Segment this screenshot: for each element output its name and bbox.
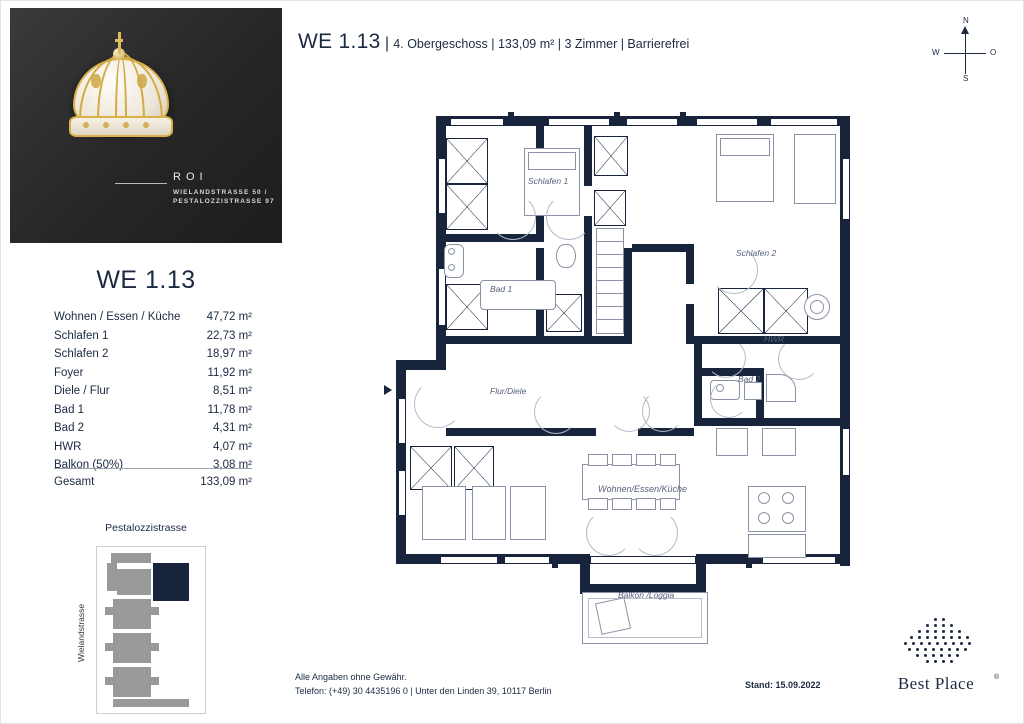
area-label: Schlafen 1 — [54, 329, 109, 342]
area-value: 11,92 m² — [207, 366, 252, 379]
table-row — [54, 382, 252, 401]
area-value: 11,78 m² — [207, 403, 252, 416]
window — [626, 118, 678, 126]
table-row — [54, 345, 252, 364]
area-label: Diele / Flur — [54, 385, 110, 397]
table-row — [54, 456, 252, 475]
footer-notes — [295, 670, 552, 698]
sink — [556, 244, 576, 268]
compass-icon — [930, 16, 1000, 84]
site-location-map — [96, 546, 206, 714]
logo-address-line2: PESTALOZZISTRASSE 97 — [173, 198, 275, 205]
dining-table — [582, 464, 680, 500]
window — [548, 118, 610, 126]
table-divider — [54, 468, 252, 469]
window — [438, 158, 446, 214]
dot-pattern-icon — [898, 616, 984, 670]
kitchen-counter — [716, 428, 748, 456]
page-title: WE 1.13 — [96, 266, 196, 294]
brand-name: Best Place — [897, 674, 975, 693]
label-wohnen-essen-kueche: Wohnen/Essen/Küche — [598, 484, 688, 494]
label-flur-diele: Flur/Diele — [490, 386, 527, 396]
left-info-panel — [10, 8, 282, 714]
window — [450, 118, 504, 126]
crown-icon — [65, 30, 175, 140]
label-balkon-loggia: Balkon /Loggia — [618, 590, 675, 600]
compass-north: N — [963, 16, 969, 25]
area-value: 4,07 m² — [213, 440, 252, 453]
label-bad-2: Bad 2 — [738, 374, 761, 384]
compass-west: W — [932, 48, 940, 57]
site-highlight-unit — [153, 563, 189, 601]
area-value: 3,08 m² — [213, 459, 252, 471]
window — [398, 398, 406, 444]
floor-plan — [380, 98, 900, 646]
best-place-logo — [876, 616, 1006, 706]
logo-wordmark: ROI — [173, 171, 208, 183]
header-separator: | — [384, 35, 389, 52]
kitchen-sink — [762, 428, 796, 456]
window — [438, 268, 446, 326]
footer-date: Stand: 15.09.2022 — [745, 680, 821, 690]
area-value: 18,97 m² — [206, 348, 252, 360]
compass-east: O — [990, 48, 997, 57]
logo-divider — [115, 183, 167, 184]
logo-address — [173, 188, 275, 206]
area-label: Balkon (50%) — [54, 459, 124, 471]
balcony-door — [590, 556, 696, 564]
table-row — [54, 438, 252, 457]
table-row — [54, 419, 252, 438]
footer-disclaimer: Alle Angaben ohne Gewähr. — [295, 672, 407, 682]
table-row — [54, 364, 252, 383]
area-label: Schlafen 2 — [54, 348, 109, 360]
registered-mark: ® — [994, 674, 1000, 681]
sitemap-street-top: Pestalozzistrasse — [105, 522, 187, 534]
total-value: 133,09 m² — [200, 476, 252, 488]
footer-contact: Telefon: (+49) 30 4435196 0 | Unter den Linden 39, 10117 Berlin — [295, 686, 552, 696]
window — [842, 158, 850, 220]
window — [770, 118, 838, 126]
window — [696, 118, 758, 126]
logo-address-line1: WIELANDSTRASSE 50 / — [173, 189, 268, 196]
total-row — [54, 476, 252, 488]
header — [298, 30, 689, 54]
label-schlafen-1: Schlafen 1 — [528, 176, 569, 186]
armchair-2 — [510, 486, 546, 540]
table-row — [54, 327, 252, 346]
sitemap-street-left: Wielandstrasse — [76, 603, 86, 663]
label-hwr: HWR — [764, 334, 785, 344]
area-value: 4,31 m² — [213, 422, 252, 434]
wardrobe — [794, 134, 836, 204]
sofa — [422, 486, 466, 540]
label-bad-1: Bad 1 — [490, 284, 513, 294]
table-row — [54, 401, 252, 420]
label-schlafen-2: Schlafen 2 — [736, 248, 777, 258]
area-label: Foyer — [54, 366, 84, 379]
area-label: Bad 1 — [54, 403, 85, 416]
total-label: Gesamt — [54, 476, 95, 488]
area-label: Wohnen / Essen / Küche — [54, 311, 181, 323]
area-label: HWR — [54, 440, 82, 453]
area-value: 47,72 m² — [206, 311, 252, 323]
area-table — [54, 308, 252, 475]
armchair-1 — [472, 486, 506, 540]
area-value: 22,73 m² — [206, 329, 252, 342]
kitchen-island — [748, 486, 806, 532]
window — [440, 556, 498, 564]
window — [504, 556, 550, 564]
header-meta: 4. Obergeschoss | 133,09 m² | 3 Zimmer | Barrierefrei — [393, 37, 690, 51]
area-label: Bad 2 — [54, 422, 85, 434]
table-row — [54, 308, 252, 327]
header-unit: WE 1.13 — [298, 30, 381, 53]
area-value: 8,51 m² — [213, 385, 252, 397]
compass-south: S — [963, 74, 969, 83]
brand-logo-box — [10, 8, 282, 243]
window — [842, 428, 850, 476]
window — [398, 470, 406, 516]
balcony-chair — [595, 597, 631, 635]
